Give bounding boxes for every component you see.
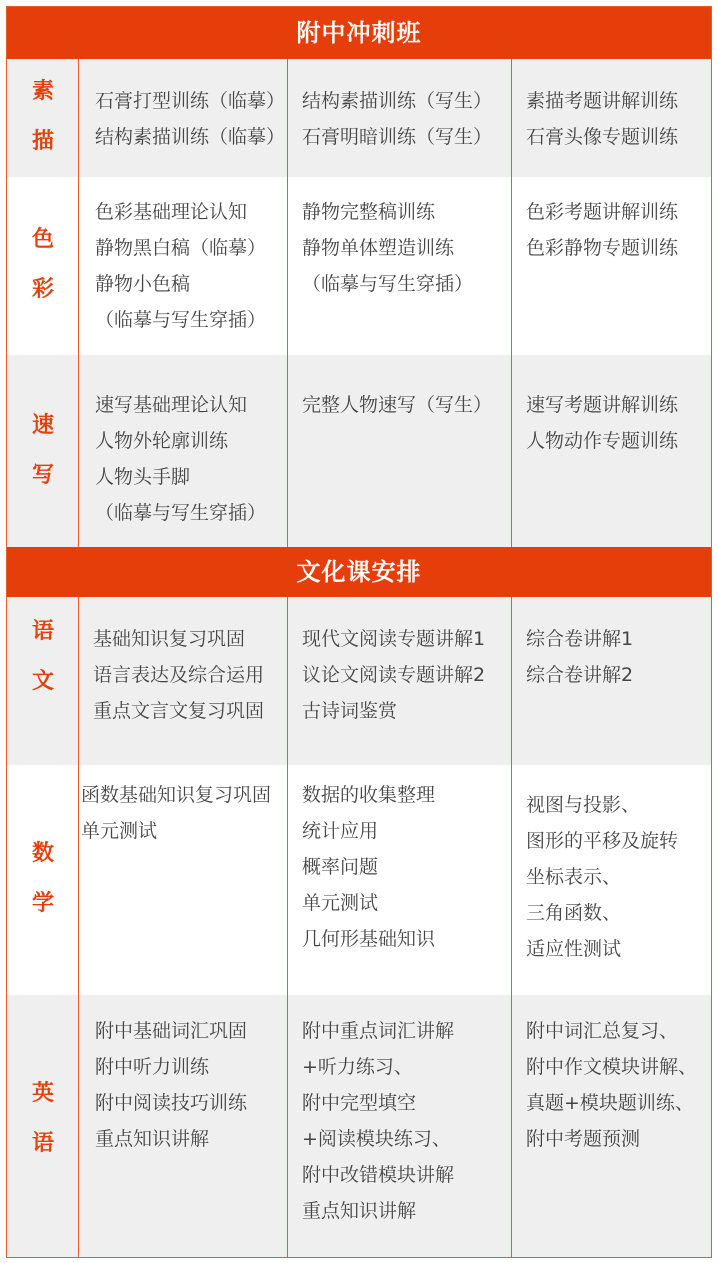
column-divider xyxy=(287,59,288,547)
cell-col2: 附中重点词汇讲解 +听力练习、 附中完型填空 +阅读模块练习、 附中改错模块讲解 重点知识讲解 xyxy=(302,1020,455,1222)
cell-col3: 视图与投影、 图形的平移及旋转 坐标表示、 三角函数、 适应性测试 xyxy=(526,794,679,960)
row-label: 数 学 xyxy=(31,841,54,916)
row-sketch xyxy=(7,59,711,177)
section-banner-art: 附中冲刺班 xyxy=(7,7,711,59)
row-label: 素 描 xyxy=(31,79,54,154)
cell-col2: 完整人物速写（写生） xyxy=(302,394,493,416)
row-chinese xyxy=(7,597,711,765)
cell-col2: 静物完整稿训练 静物单体塑造训练 （临摹与写生穿插） xyxy=(302,201,474,295)
cell-col1: 附中基础词汇巩固 附中听力训练 附中阅读技巧训练 重点知识讲解 xyxy=(95,1020,248,1150)
row-math xyxy=(7,765,711,995)
cell-col1: 基础知识复习巩固 语言表达及综合运用 重点文言文复习巩固 xyxy=(93,628,265,722)
cell-col3: 附中词汇总复习、 附中作文模块讲解、 真题+模块题训练、 附中考题预测 xyxy=(526,1020,698,1150)
cell-col2: 现代文阅读专题讲解1 议论文阅读专题讲解2 古诗词鉴赏 xyxy=(302,628,486,722)
column-divider xyxy=(78,59,79,547)
column-divider xyxy=(511,597,512,1257)
cell-col3: 素描考题讲解训练 石膏头像专题训练 xyxy=(526,90,679,148)
column-divider xyxy=(511,59,512,547)
cell-col1: 石膏打型训练（临摹） 结构素描训练（临摹） xyxy=(95,90,286,148)
row-quick-sketch xyxy=(7,355,711,547)
cell-col1: 速写基础理论认知 人物外轮廓训练 人物头手脚 （临摹与写生穿插） xyxy=(95,394,267,524)
cell-col3: 综合卷讲解1 综合卷讲解2 xyxy=(526,628,634,686)
row-label: 语 文 xyxy=(31,619,54,694)
cell-col3: 速写考题讲解训练 人物动作专题训练 xyxy=(526,394,679,452)
cell-col2: 结构素描训练（写生） 石膏明暗训练（写生） xyxy=(302,90,493,148)
column-divider xyxy=(287,597,288,1257)
schedule-table xyxy=(6,6,712,1258)
row-color xyxy=(7,177,711,355)
row-label: 色 彩 xyxy=(31,227,54,302)
column-divider xyxy=(78,597,79,1257)
row-english xyxy=(7,995,711,1257)
cell-col2: 数据的收集整理 统计应用 概率问题 单元测试 几何形基础知识 xyxy=(302,784,436,950)
row-label: 英 语 xyxy=(31,1081,54,1156)
cell-col1: 色彩基础理论认知 静物黑白稿（临摹） 静物小色稿 （临摹与写生穿插） xyxy=(95,201,267,331)
row-label: 速 写 xyxy=(31,413,54,488)
cell-col3: 色彩考题讲解训练 色彩静物专题训练 xyxy=(526,201,679,259)
cell-col1: 函数基础知识复习巩固 单元测试 xyxy=(81,784,272,842)
section-banner-culture: 文化课安排 xyxy=(7,547,711,597)
